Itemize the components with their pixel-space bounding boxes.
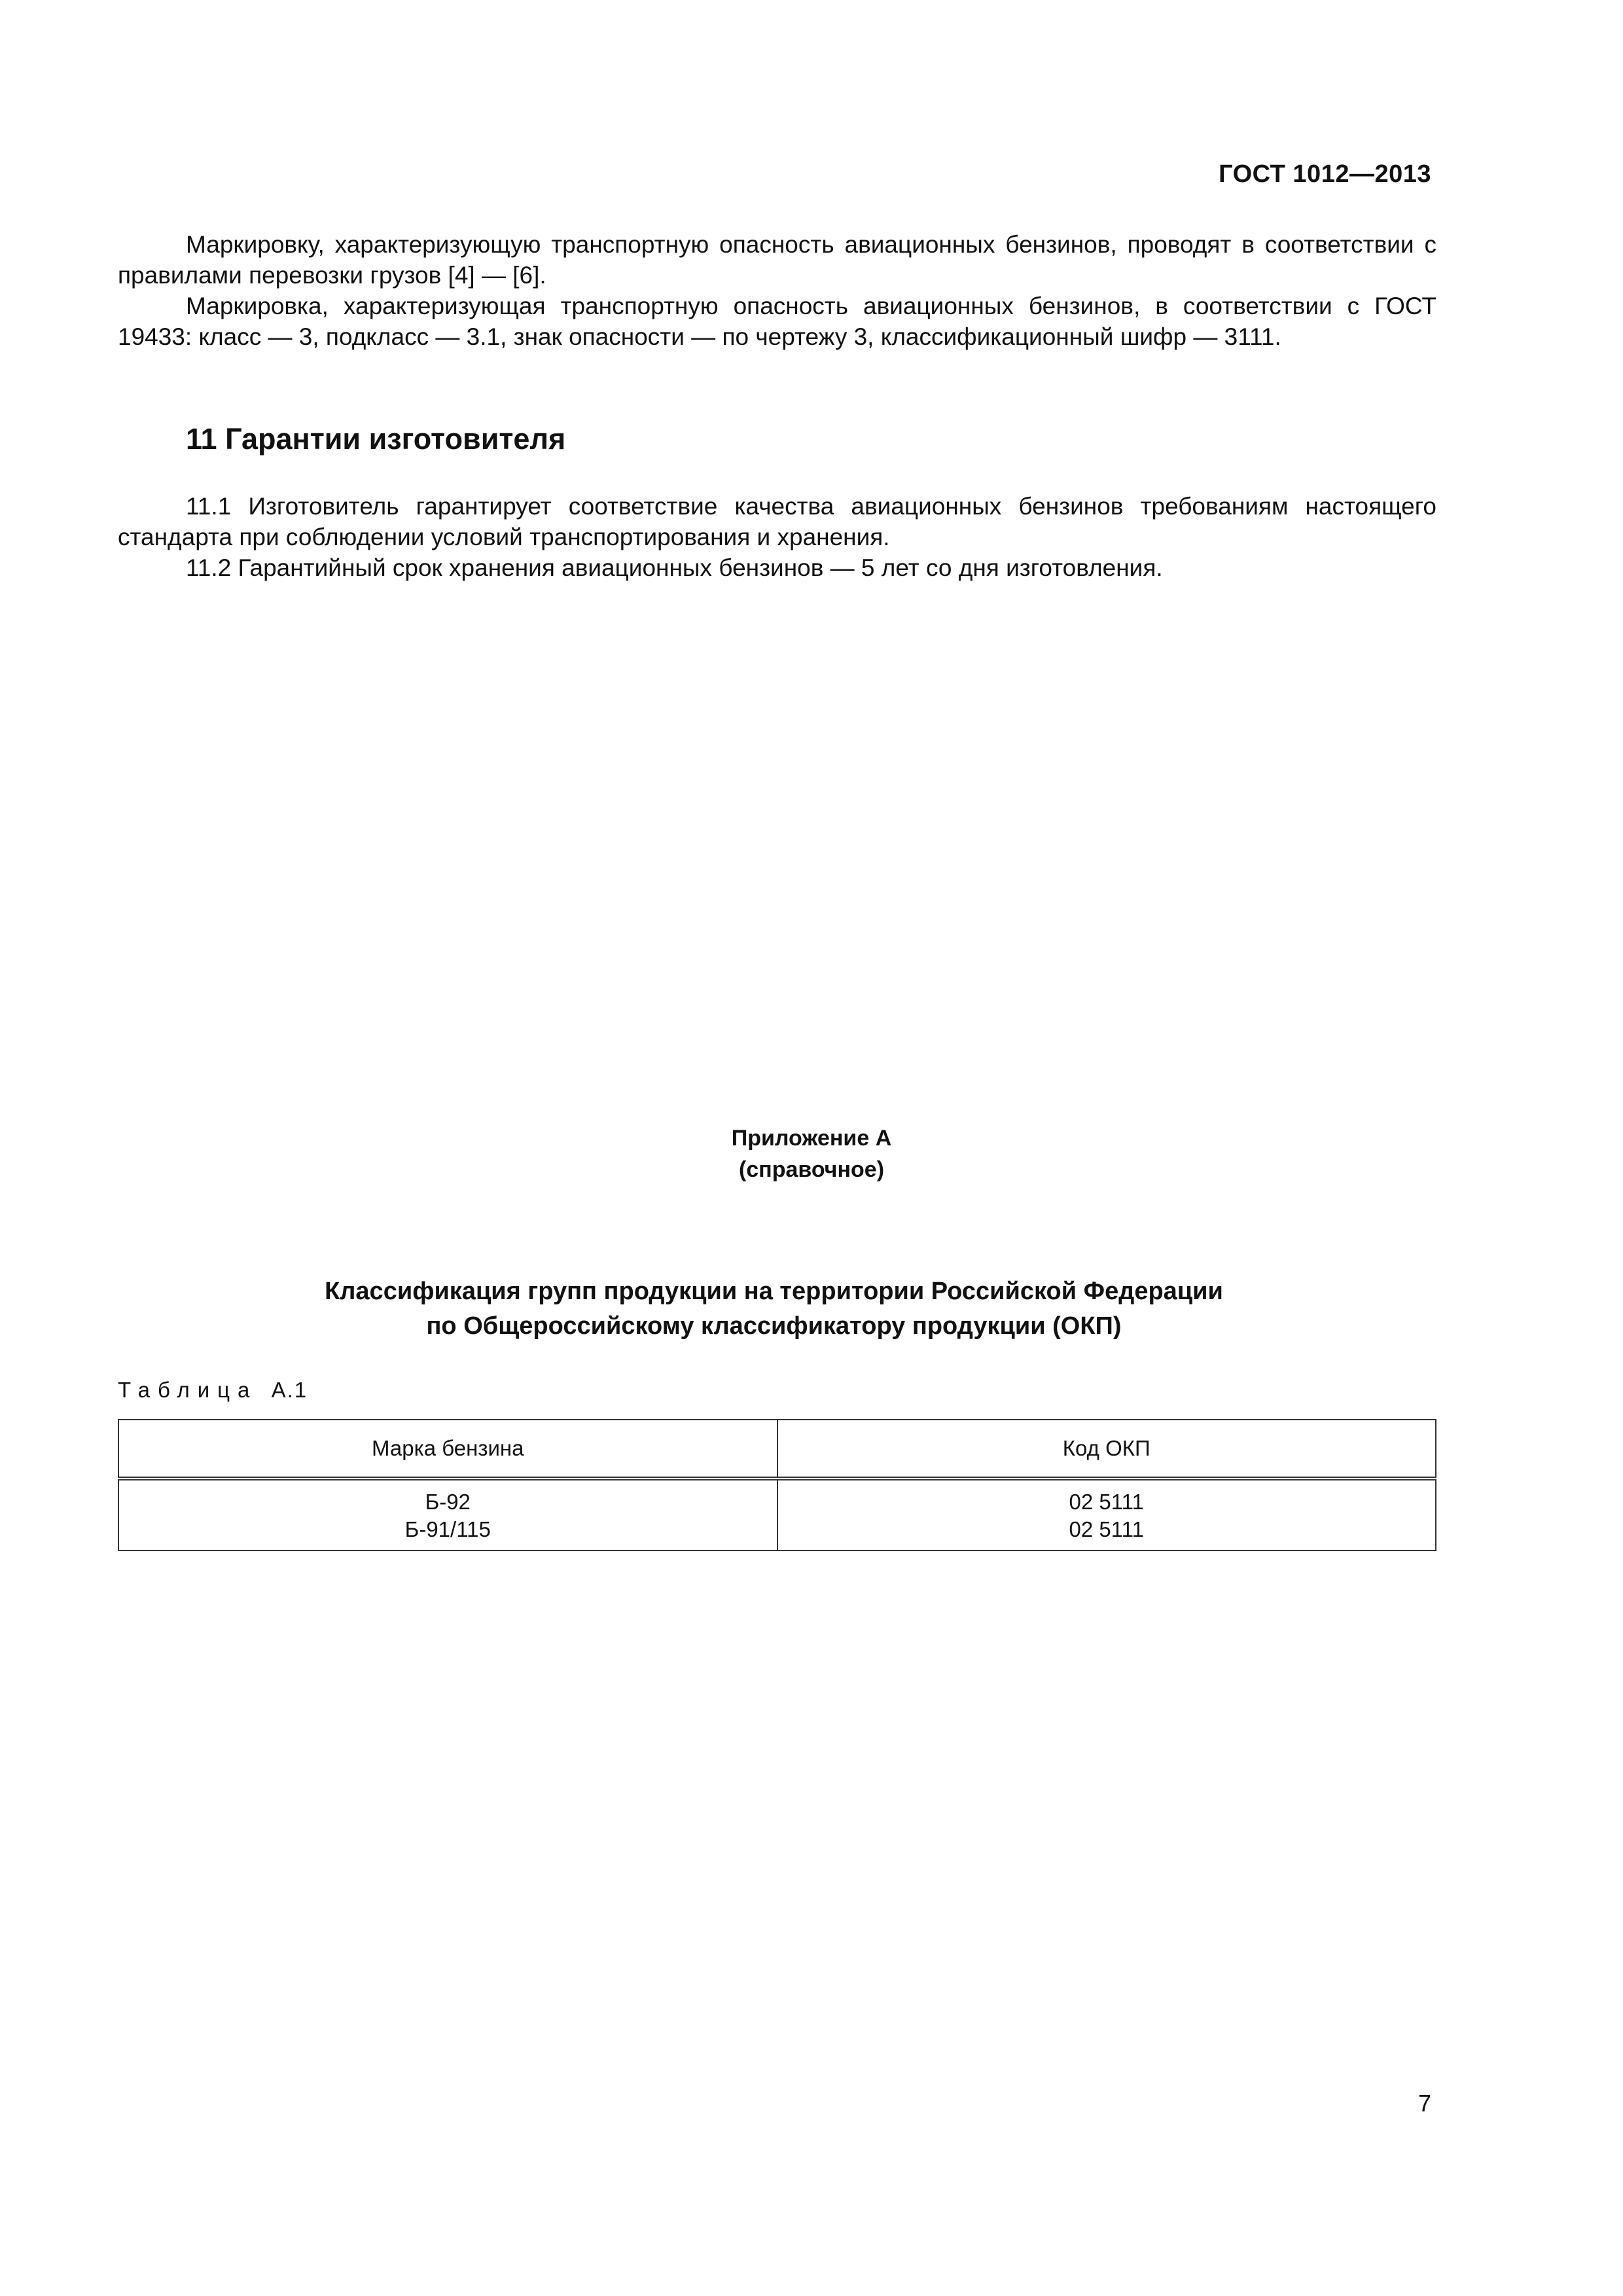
marking-block (118, 229, 1436, 352)
classification-title-line-2: по Общероссийскому классификатору продукции (ОКП) (426, 1312, 1122, 1340)
table-cell-okp-code: 02 5111 (1069, 1517, 1144, 1541)
appendix-status: (справочное) (738, 1157, 885, 1182)
okp-table (118, 1419, 1436, 1551)
marking-paragraph-2: Маркировка, характеризующая транспортную опасность авиационных бензинов, в соответствии с ГОСТ 19433: класс — 3, подкласс — 3.1, знак опасности — по чертежу 3, классификационный шифр — 3111. (118, 293, 1436, 350)
table-cell-grade: Б-91/115 (404, 1517, 491, 1541)
table-header-okp-code: Код ОКП (777, 1420, 1436, 1479)
table-caption-number: А.1 (271, 1378, 308, 1402)
section-11-body (118, 491, 1436, 583)
classification-title-line-1: Классификация групп продукции на территории Российской Федерации (325, 1278, 1223, 1305)
document-id-header: ГОСТ 1012—2013 (1219, 160, 1431, 188)
section-11-heading: 11 Гарантии изготовителя (186, 422, 566, 456)
table-caption (118, 1378, 308, 1403)
page-number: 7 (1418, 2090, 1431, 2117)
table-row (118, 1479, 1436, 1551)
table-header-row (118, 1420, 1436, 1479)
table-cell-grades (118, 1479, 777, 1551)
table-header-grade: Марка бензина (118, 1420, 777, 1479)
marking-paragraph-1: Маркировку, характеризующую транспортную опасность авиационных бензинов, проводят в соответствии с правилами перевозки грузов [4] — [6]. (118, 231, 1436, 289)
appendix-title: Приложение А (731, 1126, 892, 1151)
classification-title (0, 1274, 1548, 1344)
table-cell-grade: Б-92 (425, 1490, 471, 1514)
table-cell-codes (777, 1479, 1436, 1551)
section-11-paragraph-2: 11.2 Гарантийный срок хранения авиационных бензинов — 5 лет со дня изготовления. (186, 554, 1163, 581)
section-11-paragraph-1: 11.1 Изготовитель гарантирует соответствие качества авиационных бензинов требованиям настоящего стандарта при соблюдении условий транспортирования и хранения. (118, 493, 1436, 550)
table-caption-word: Таблица (118, 1378, 258, 1402)
table-cell-okp-code: 02 5111 (1069, 1490, 1144, 1514)
appendix-heading (0, 1122, 1623, 1185)
